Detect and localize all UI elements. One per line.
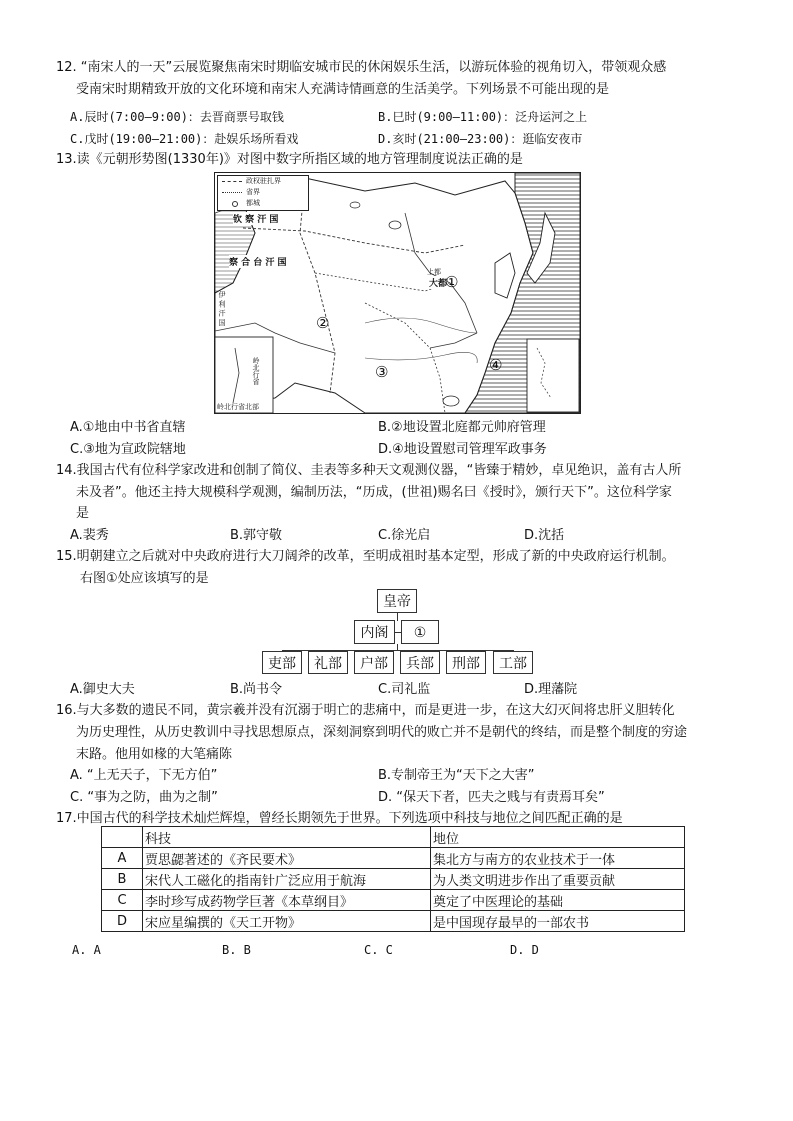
q14-option-b[interactable]: B.郭守敬 [230, 528, 283, 543]
table-header-cell: 科技 [143, 827, 431, 848]
chart-cabinet: 内阁 [354, 620, 395, 644]
chart-ministry-personnel: 吏部 [262, 651, 302, 674]
q15-option-c[interactable]: C.司礼监 [378, 682, 431, 697]
q17-option-c[interactable]: C. C [364, 943, 393, 957]
q17-option-d[interactable]: D. D [510, 943, 539, 957]
map-legend [217, 175, 309, 211]
map-number-1: ① [445, 273, 459, 291]
table-row [102, 869, 685, 890]
q14-option-a[interactable]: A.裴秀 [70, 528, 109, 543]
q13-option-c[interactable]: C.③地为宣政院辖地 [70, 442, 186, 457]
legend-border: 政权驻扎界 [246, 177, 281, 185]
q14-stem-line2: 未及者”。他还主持大规模科学观测，编制历法，“历成，(世祖)赐名曰《授时》，颁行天下”。这位科学家 [76, 485, 672, 500]
table-cell: A [102, 848, 143, 869]
table-cell: B [102, 869, 143, 890]
table-cell: 奠定了中医理论的基础 [431, 890, 685, 911]
map-number-3: ③ [375, 363, 389, 381]
map-number-2: ② [316, 314, 330, 332]
table-row [102, 848, 685, 869]
q12-stem-line2: 受南宋时期精致开放的文化环境和南宋人充满诗情画意的生活美学。下列场景不可能出现的是 [76, 82, 610, 97]
chart-ministry-rites: 礼部 [308, 651, 348, 674]
q15-stem-line2: 右图①处应该填写的是 [80, 571, 209, 586]
q16-stem-line1: 16.与大多数的遗民不同，黄宗羲并没有沉溺于明亡的悲痛中，而是更进一步，在这大幻灭间将忠肝义胆转化 [56, 703, 675, 718]
table-cell: C [102, 890, 143, 911]
table-cell: 宋代人工磁化的指南针广泛应用于航海 [143, 869, 431, 890]
map-label-qincha: 钦 察 汗 国 [233, 212, 278, 225]
table-cell: 贾思勰著述的《齐民要术》 [143, 848, 431, 869]
q17-table [101, 826, 685, 932]
q14-option-d[interactable]: D.沈括 [524, 528, 565, 543]
q14-stem-line1: 14.我国古代有位科学家改进和创制了简仪、圭表等多种天文观测仪器，“皆臻于精妙，卓见绝识，盖有古人所 [56, 463, 682, 478]
q12-option-c[interactable]: C.戊时(19:00—21:00)：赴娱乐场所看戏 [70, 132, 299, 146]
chart-connector [397, 613, 398, 621]
chart-ministry-works: 工部 [493, 651, 533, 674]
map-number-4: ④ [489, 356, 503, 374]
table-cell: 是中国现存最早的一部农书 [431, 911, 685, 932]
table-header-row [102, 827, 685, 848]
q13-option-b[interactable]: B.②地设置北庭都元帅府管理 [378, 420, 546, 435]
chart-ministry-war: 兵部 [400, 651, 440, 674]
q17-option-a[interactable]: A. A [72, 943, 101, 957]
map-label-shangdu: 上都 [427, 268, 441, 276]
table-header-cell [102, 827, 143, 848]
q13-option-a[interactable]: A.①地由中书省直辖 [70, 420, 186, 435]
yuan-map [214, 172, 581, 414]
q16-stem-line3: 末路。他用如椽的大笔痛陈 [76, 747, 233, 762]
chart-ministry-revenue: 户部 [354, 651, 394, 674]
q15-stem-line1: 15.明朝建立之后就对中央政府进行大刀阔斧的改革，至明成祖时基本定型，形成了新的中央政府运行机制。 [56, 549, 675, 564]
table-cell: 集北方与南方的农业技术于一体 [431, 848, 685, 869]
table-row [102, 911, 685, 932]
q12-option-a[interactable]: A.辰时(7:00—9:00)：去晋商票号取钱 [70, 110, 284, 124]
q16-stem-line2: 为历史理性，从历史教训中寻找思想原点，深刻洞察到明代的败亡并不是朝代的终结，而是整个制度的穷途 [76, 725, 688, 740]
q16-option-d[interactable]: D. “保天下者，匹夫之贱与有责焉耳矣” [378, 790, 605, 805]
q16-option-a[interactable]: A. “上无天子，下无方伯” [70, 768, 218, 783]
table-header-cell: 地位 [431, 827, 685, 848]
chart-blank-1: ① [401, 620, 439, 644]
table-cell: D [102, 911, 143, 932]
legend-row [246, 187, 308, 198]
map-label-yili: 伊 利 汗 国 [218, 291, 226, 326]
chart-emperor: 皇帝 [377, 589, 417, 613]
q16-option-b[interactable]: B.专制帝王为“天下之大害” [378, 768, 535, 783]
q12-option-b[interactable]: B.巳时(9:00—11:00)：泛舟运河之上 [378, 110, 588, 124]
q14-option-c[interactable]: C.徐光启 [378, 528, 431, 543]
q16-option-c[interactable]: C. “事为之防，曲为之制” [70, 790, 218, 805]
q15-option-a[interactable]: A.御史大夫 [70, 682, 135, 697]
map-label-lingbei: 岭北行省 [252, 357, 260, 385]
q14-stem-line3: 是 [76, 506, 90, 521]
legend-province: 省界 [246, 188, 260, 196]
table-row [102, 890, 685, 911]
map-label-lingbei-corner: 岭北行省北部 [217, 403, 259, 411]
map-label-chagatai: 察 合 台 汗 国 [229, 255, 287, 268]
table-cell: 宋应星编撰的《天工开物》 [143, 911, 431, 932]
q13-option-d[interactable]: D.④地设置慰司管理军政事务 [378, 442, 547, 457]
legend-capital: 都城 [246, 199, 260, 207]
legend-row [246, 176, 308, 187]
q17-option-b[interactable]: B. B [222, 943, 251, 957]
table-cell: 为人类文明进步作出了重要贡献 [431, 869, 685, 890]
q17-stem: 17.中国古代的科学技术灿烂辉煌，曾经长期领先于世界。下列选项中科技与地位之间匹配正确的是 [56, 811, 623, 826]
map-label-dadu: 大都 [429, 276, 447, 289]
chart-ministry-justice: 刑部 [446, 651, 486, 674]
table-cell: 李时珍写成药物学巨著《本草纲目》 [143, 890, 431, 911]
q15-option-b[interactable]: B.尚书令 [230, 682, 283, 697]
q15-option-d[interactable]: D.理藩院 [524, 682, 578, 697]
q12-option-d[interactable]: D.亥时(21:00—23:00)：逛临安夜市 [378, 132, 583, 146]
legend-row [246, 198, 308, 209]
q12-stem-line1: 12. “南宋人的一天”云展览聚焦南宋时期临安城市民的休闲娱乐生活，以游玩体验的视角切入，带领观众感 [56, 60, 667, 75]
q13-stem: 13.读《元朝形势图(1330年)》对图中数字所指区域的地方管理制度说法正确的是 [56, 152, 523, 167]
